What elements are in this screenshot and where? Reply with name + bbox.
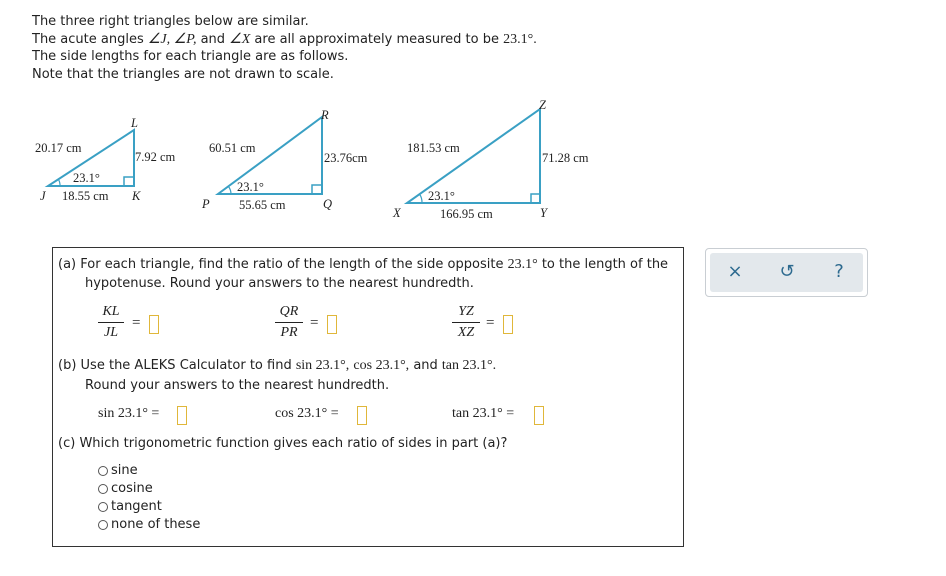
intro-line-3: The side lengths for each triangle are as follows.: [32, 49, 349, 64]
hyp-xz: 181.53 cm: [407, 141, 460, 155]
ratio-yz-xz: YZ XZ: [452, 304, 480, 341]
vertex-l: L: [131, 116, 138, 130]
part-c-question: (c) Which trigonometric function gives each ratio of sides in part (a)?: [58, 436, 508, 451]
option-sine[interactable]: sine: [98, 463, 138, 478]
answer-qr-pr-input[interactable]: [327, 315, 337, 334]
part-a-line-1: (a) For each triangle, find the ratio of the length of the side opposite 23.1° to the length of the: [58, 257, 669, 272]
radio-circle-icon[interactable]: [98, 466, 108, 476]
tan-input[interactable]: [534, 406, 544, 425]
close-icon: ×: [727, 260, 743, 282]
problem-intro: [32, 13, 537, 83]
radio-circle-icon[interactable]: [98, 520, 108, 530]
adj-jk: 18.55 cm: [62, 189, 109, 203]
part-a-line-2: hypotenuse. Round your answers to the nearest hundredth.: [85, 276, 474, 291]
triangles-figure: [0, 95, 620, 230]
triangle-jkl: [35, 116, 176, 203]
angle-x: 23.1°: [428, 189, 455, 203]
intro-line-2: The acute angles ∠J, ∠P, and ∠X are all approximately measured to be 23.1°.: [32, 31, 537, 47]
opp-kl: 7.92 cm: [135, 150, 176, 164]
vertex-p: P: [202, 197, 210, 211]
vertex-z: Z: [539, 98, 546, 112]
cos-input[interactable]: [357, 406, 367, 425]
intro-line-1: The three right triangles below are similar.: [32, 14, 309, 29]
sin-input[interactable]: [177, 406, 187, 425]
radio-circle-icon[interactable]: [98, 484, 108, 494]
hyp-pr: 60.51 cm: [209, 141, 256, 155]
ratio-qr-pr: QR PR: [275, 304, 303, 341]
opp-qr: 23.76cm: [324, 151, 368, 165]
radio-circle-icon[interactable]: [98, 502, 108, 512]
hyp-jl: 20.17 cm: [35, 141, 82, 155]
angle-j: 23.1°: [73, 171, 100, 185]
help-icon: ?: [834, 260, 844, 282]
part-b-line-2: Round your answers to the nearest hundredth.: [85, 378, 390, 393]
vertex-j: J: [40, 189, 46, 203]
cos-label: cos 23.1° =: [275, 406, 339, 421]
intro-line-4: Note that the triangles are not drawn to scale.: [32, 66, 334, 82]
sin-label: sin 23.1° =: [98, 406, 160, 421]
option-none-of-these[interactable]: none of these: [98, 517, 200, 532]
answer-yz-xz-input[interactable]: [503, 315, 513, 334]
clear-button[interactable]: [723, 259, 747, 283]
option-tangent[interactable]: tangent: [98, 499, 162, 514]
vertex-r: R: [321, 108, 329, 122]
tan-label: tan 23.1° =: [452, 406, 515, 421]
angle-p: 23.1°: [237, 180, 264, 194]
undo-button[interactable]: [775, 259, 799, 283]
adj-xy: 166.95 cm: [440, 207, 493, 221]
vertex-x: X: [393, 206, 401, 220]
help-button[interactable]: [827, 259, 851, 283]
vertex-y: Y: [540, 206, 547, 220]
part-b-line-1: (b) Use the ALEKS Calculator to find sin 23.1°, cos 23.1°, and tan 23.1°.: [58, 358, 497, 373]
question-panel: (a) For each triangle, find the ratio of the length of the side opposite 23.1° to the length of the hypotenuse. Round your answers to the nearest hundredth. KL JL = QR PR = YZ XZ = (b) Use the ALEKS Calculator to find sin 23.1°, cos 23.1°, and tan 23.1°. Round your answers to the nearest hundredth. sin 23.1° = cos 23.1° = tan 23.1° = (c) Which trigonometric function gives each ratio of sides in part (a)? sine cosine tangent none of these: [52, 247, 684, 547]
option-cosine[interactable]: cosine: [98, 481, 153, 496]
opp-yz: 71.28 cm: [542, 151, 589, 165]
adj-pq: 55.65 cm: [239, 198, 286, 212]
vertex-k: K: [132, 189, 141, 203]
triangle-xyz: [392, 98, 589, 221]
triangle-pqr: [201, 108, 368, 212]
vertex-q: Q: [323, 197, 333, 211]
answer-kl-jl-input[interactable]: [149, 315, 159, 334]
undo-icon: ↺: [779, 260, 795, 282]
answer-toolbox: [705, 248, 868, 297]
ratio-kl-jl: KL JL: [98, 304, 124, 341]
